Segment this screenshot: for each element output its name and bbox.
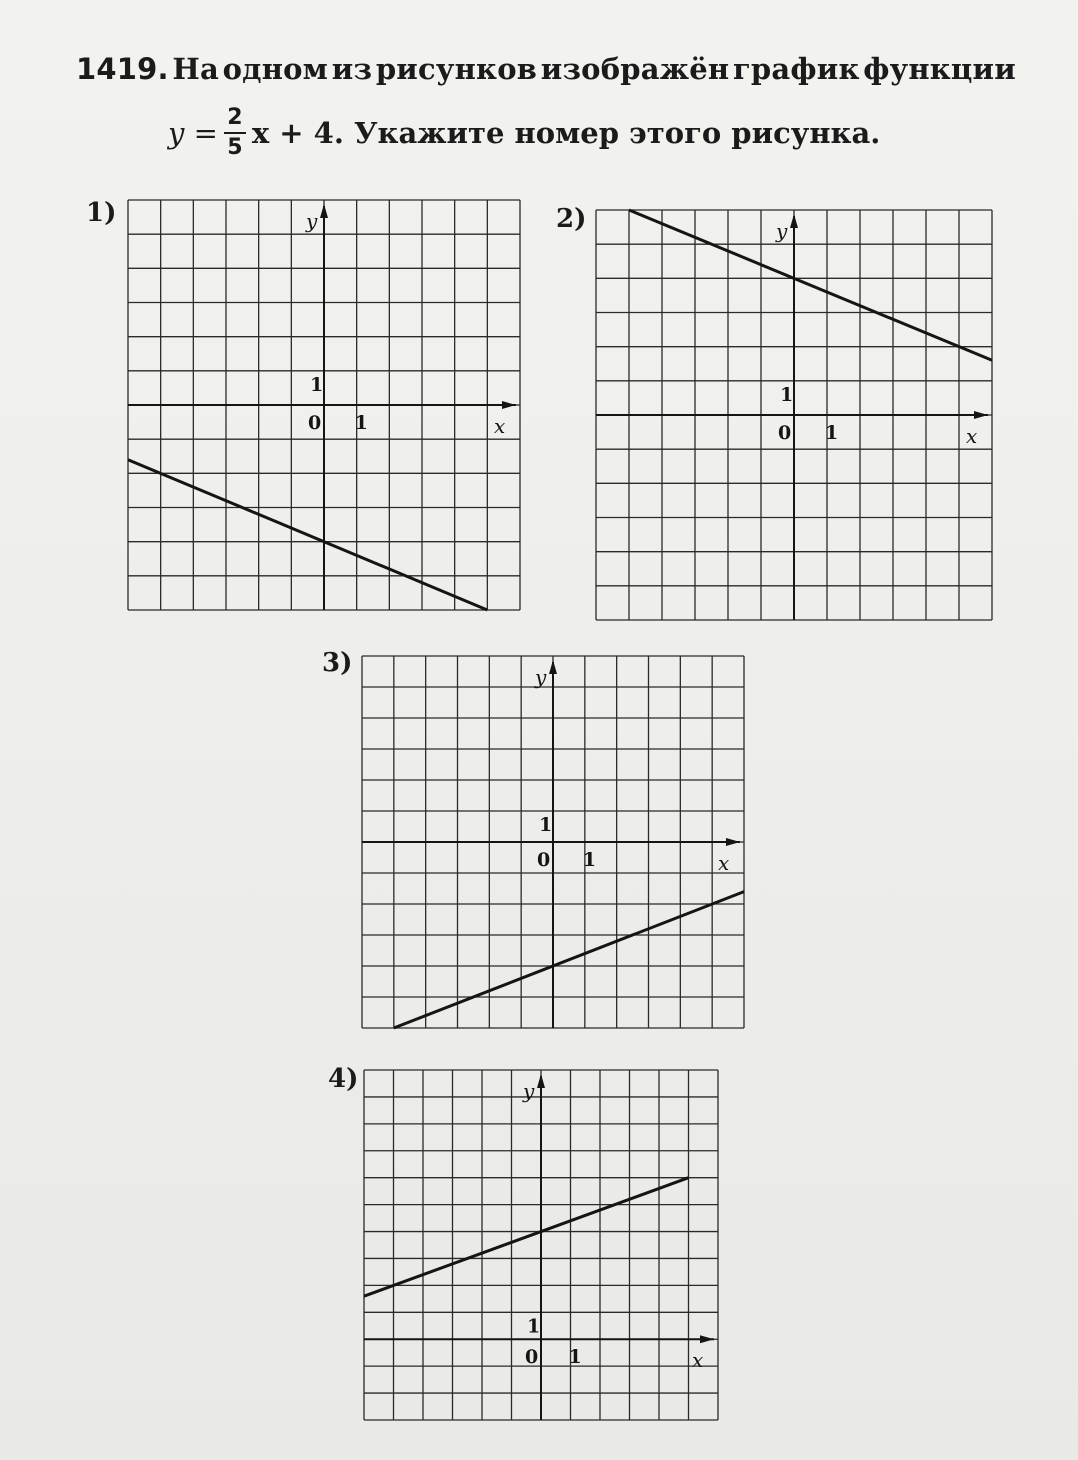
figure-2-label: 2) (556, 204, 587, 234)
origin-label: 0 (778, 422, 792, 444)
figure-1-graph (128, 200, 520, 610)
y-unit-label: 1 (539, 814, 553, 836)
problem-word: одном (222, 52, 329, 86)
formula-line (168, 98, 880, 168)
y-axis-arrow (320, 204, 328, 218)
x-axis-label: x (718, 851, 730, 875)
x-axis-arrow (502, 401, 516, 409)
problem-word: На (172, 52, 219, 86)
figure-3-graph (362, 656, 744, 1028)
formula-tail: Укажите номер этого рисунка. (353, 116, 881, 150)
formula-lhs: y = (168, 116, 218, 150)
y-axis-label: y (535, 665, 547, 689)
fraction (224, 105, 246, 161)
formula-rhs: x + 4. (251, 116, 344, 150)
problem-number: 1419. (76, 52, 169, 86)
x-unit-label: 1 (354, 412, 368, 434)
function-graph-line (128, 460, 487, 610)
problem-word: функции (863, 52, 1016, 86)
y-axis-arrow (549, 660, 557, 674)
function-graph-line (394, 892, 744, 1028)
problem-word: график (732, 52, 860, 86)
x-axis-arrow (726, 838, 740, 846)
problem-word: из (331, 52, 373, 86)
x-axis-arrow (700, 1335, 714, 1343)
y-unit-label: 1 (780, 383, 794, 406)
x-axis-label: x (692, 1348, 704, 1373)
figure-2-graph (596, 210, 992, 620)
problem-statement-line (76, 52, 1016, 86)
fraction-bar (224, 132, 246, 134)
y-unit-label: 1 (527, 1315, 541, 1338)
function-graph-line (629, 210, 992, 360)
origin-label: 0 (525, 1346, 539, 1369)
origin-label: 0 (537, 849, 551, 871)
figure-3-label: 3) (322, 648, 353, 678)
fraction-denominator: 5 (227, 135, 243, 160)
y-axis-arrow (537, 1074, 545, 1088)
y-axis-label: y (776, 219, 788, 243)
x-axis-label: x (494, 414, 506, 438)
figure-1-label: 1) (86, 198, 117, 228)
y-axis-label: y (523, 1079, 535, 1103)
x-unit-label: 1 (568, 1346, 582, 1369)
y-axis-arrow (790, 214, 798, 228)
x-unit-label: 1 (825, 422, 839, 444)
function-graph-line (364, 1178, 689, 1297)
fraction-numerator: 2 (227, 105, 243, 130)
x-axis-label: x (966, 424, 978, 448)
origin-label: 0 (308, 412, 322, 434)
y-axis-label: y (306, 209, 318, 233)
figure-4-label: 4) (328, 1064, 359, 1094)
y-unit-label: 1 (310, 373, 324, 396)
x-axis-arrow (974, 411, 988, 419)
problem-word: изображён (540, 52, 730, 86)
x-unit-label: 1 (582, 849, 597, 871)
problem-word: рисунков (375, 52, 538, 86)
figure-4-graph (364, 1070, 718, 1420)
